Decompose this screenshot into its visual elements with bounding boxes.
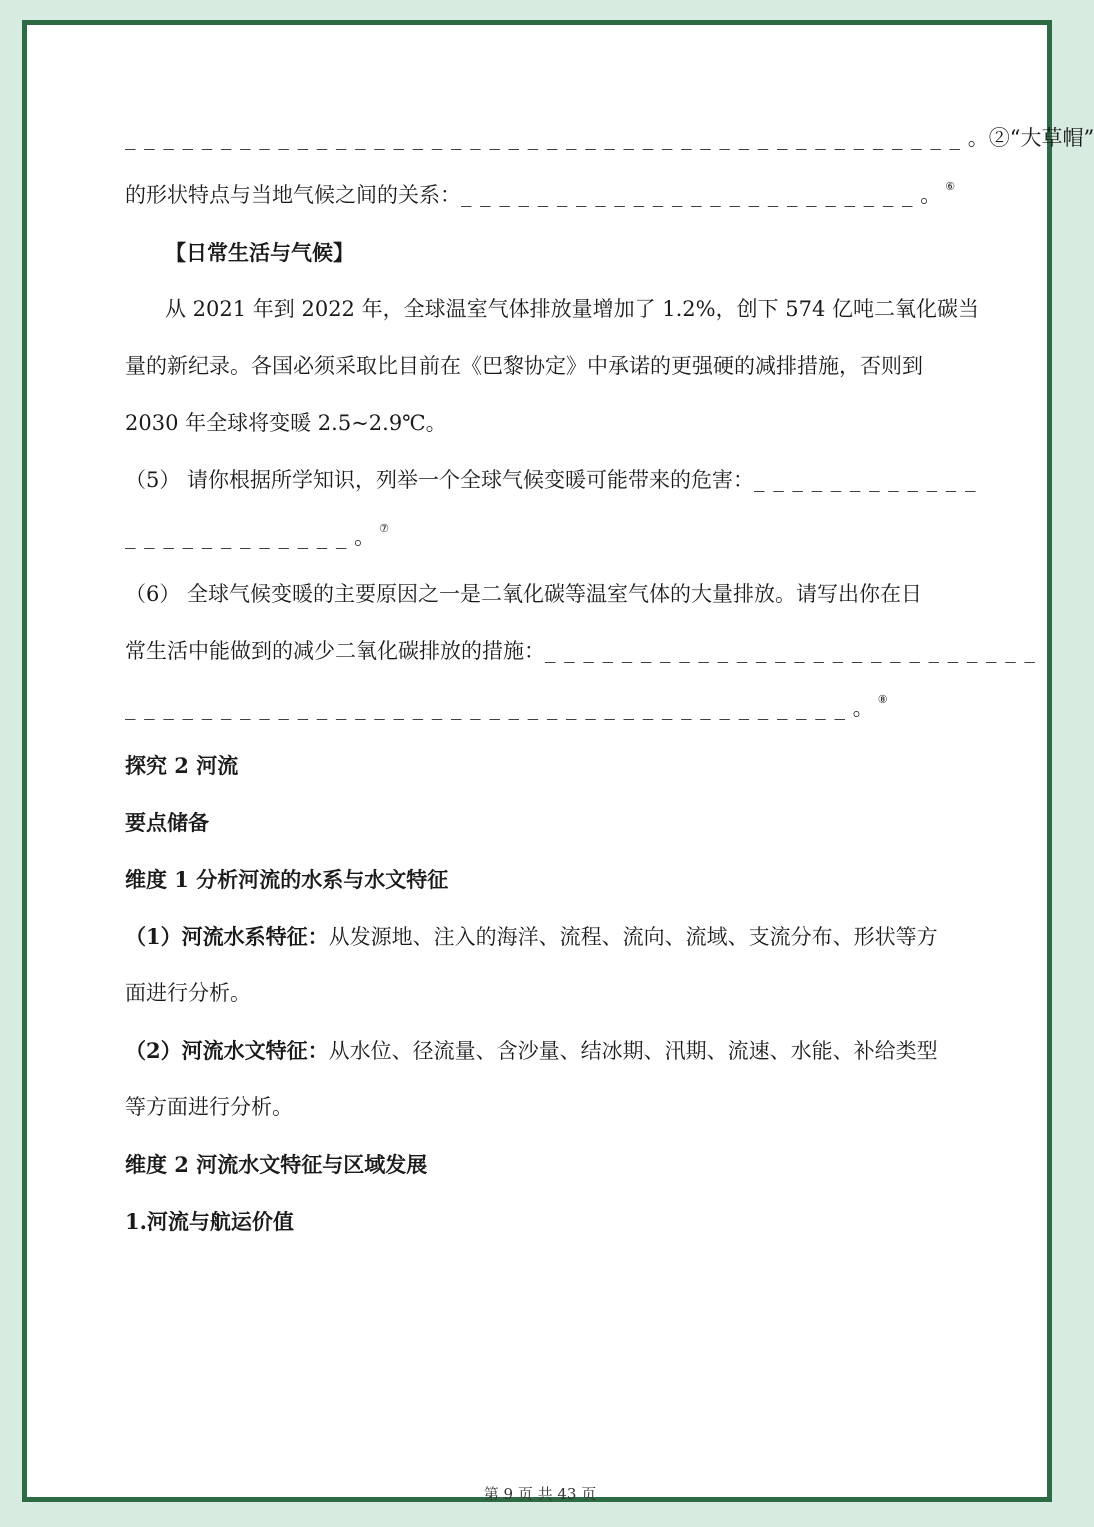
- answer-blank[interactable]: _ _ _ _ _ _ _ _ _ _ _ _ _ _ _ _ _ _ _ _ _ _ _ _: [461, 183, 914, 207]
- item-1: [125, 908, 957, 965]
- question-6-cont: [125, 680, 957, 737]
- answer-blank[interactable]: _ _ _ _ _ _ _ _ _ _ _ _: [125, 525, 348, 549]
- heading-dimension-2: 维度 2 河流水文特征与区域发展: [125, 1152, 428, 1177]
- answer-line-5-end: [125, 110, 1094, 167]
- text: 。: [347, 525, 376, 549]
- answer-blank[interactable]: _ _ _ _ _ _ _ _ _ _ _ _ _ _ _ _ _ _ _ _ _ _ _ _ _ _ _ _ _ _ _ _ _ _ _ _ _ _ _ _ _ _ _ _: [125, 126, 962, 150]
- text: 。: [846, 696, 874, 720]
- paragraph-line: 2030 年全球将变暖 2.5~2.9℃。: [125, 411, 447, 435]
- answer-blank[interactable]: _ _ _ _ _ _ _ _ _ _ _ _ _ _ _ _ _ _ _ _ _ _ _ _ _ _: [545, 639, 1036, 663]
- page-number: 第 9 页 共 43 页: [483, 1485, 597, 1503]
- text: 。: [913, 183, 942, 207]
- heading-explore-2: 探究 2 河流: [125, 753, 239, 778]
- text: 的形状特点与当地气候之间的关系：: [125, 183, 461, 207]
- heading-key-points: 要点储备: [125, 810, 209, 835]
- section-heading-daily-life: 【日常生活与气候】: [165, 240, 354, 265]
- document-body: [125, 110, 1094, 1250]
- question-text: （5） 请你根据所学知识，列举一个全球气候变暖可能带来的危害：: [125, 468, 755, 492]
- item-2: [125, 1022, 957, 1079]
- item-1-cont: 面进行分析。: [125, 981, 251, 1005]
- footnote-ref: ⑦: [379, 522, 389, 535]
- answer-blank[interactable]: _ _ _ _ _ _ _ _ _ _ _ _ _ _ _ _ _ _ _ _ _ _ _ _ _ _ _ _ _ _ _ _ _ _ _ _ _ _: [125, 696, 846, 720]
- item-text: 从发源地、注入的海洋、流程、流向、流域、支流分布、形状等方: [328, 925, 938, 949]
- paragraph-line: 量的新纪录。各国必须采取比目前在《巴黎协定》中承诺的更强硬的减排措施，否则到: [125, 354, 923, 378]
- text: 。②“大草帽”: [961, 126, 1094, 150]
- question-text: 常生活中能做到的减少二氧化碳排放的措施：: [125, 639, 545, 663]
- answer-blank[interactable]: _ _ _ _ _ _ _ _ _ _ _ _: [754, 468, 977, 492]
- question-6: （6） 全球气候变暖的主要原因之一是二氧化碳等温室气体的大量排放。请写出你在日: [125, 582, 923, 606]
- question-5: [125, 452, 977, 509]
- question-5-cont: [125, 509, 957, 566]
- item-label: （2）河流水文特征：: [125, 1038, 329, 1063]
- heading-sub-1: 1.河流与航运价值: [125, 1209, 294, 1234]
- item-label: （1）河流水系特征：: [125, 924, 329, 949]
- question-6-line2: [125, 623, 1036, 680]
- paragraph-line: 从 2021 年到 2022 年，全球温室气体排放量增加了 1.2%，创下 574 亿吨二氧化碳当: [165, 297, 980, 321]
- answer-line-6: [125, 167, 957, 224]
- footnote-ref: ⑧: [877, 693, 888, 706]
- item-2-cont: 等方面进行分析。: [125, 1095, 293, 1119]
- item-text: 从水位、径流量、含沙量、结冰期、汛期、流速、水能、补给类型: [328, 1039, 938, 1063]
- footnote-ref: ⑥: [945, 180, 956, 193]
- heading-dimension-1: 维度 1 分析河流的水系与水文特征: [125, 867, 449, 892]
